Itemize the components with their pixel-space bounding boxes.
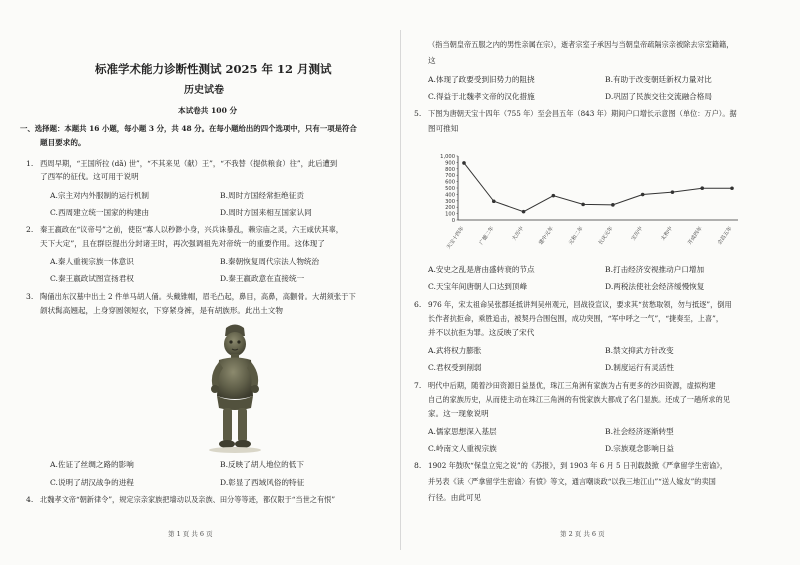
right-page-footer: 第 2 页 共 6 页 (560, 530, 605, 538)
chart-data-point (462, 161, 466, 165)
q4-stem-line1: 北魏孝文帝“朝新律令”，规定宗亲家族把墙动以及亲族、田分等等迹，都仅限于“当世之有恨” (40, 495, 336, 504)
q4-option-c[interactable]: C.得益于北魏孝文帝的汉化措施 (428, 92, 535, 101)
chart-y-tick-label: 300 (445, 198, 455, 205)
score-note: 本试卷共 100 分 (178, 106, 238, 115)
q1-option-d[interactable]: D.周时方国来相互国家认同 (220, 208, 312, 217)
right-page (400, 0, 800, 565)
chart-data-point (671, 190, 675, 194)
q6-option-a[interactable]: A.武将权力膨胀 (428, 346, 482, 355)
q1-option-b[interactable]: B.周时方国经常拒绝征贡 (220, 191, 304, 200)
chart-x-tick-label: 建中元年 (538, 225, 555, 247)
q1-option-a[interactable]: A.宗主对内外服制的运行机制 (50, 191, 150, 200)
q6-option-d[interactable]: D.制度运行有灵活性 (605, 363, 674, 372)
section1-instructions-line1: 一、选择题：本题共 16 小题，每小题 3 分，共 48 分。在每小题给出的四个选项中，只有一项是符合 (20, 124, 357, 133)
q2-stem-line1: 秦王嬴政在“议帝号”之前，使臣“寡人以秒渺小身，兴兵诛暴乱，赖宗庙之灵，六王咸伏其辜， (40, 225, 344, 234)
chart-data-point (700, 186, 704, 190)
chart-y-tick-label: 600 (445, 179, 455, 186)
chart-data-point (522, 210, 526, 214)
chart-axes (458, 156, 738, 220)
q2-stem-line2: 天下大定”，且在群臣提出分封诸王时，再次强调祖先对帝统一的重要作用。这体现了 (40, 239, 325, 248)
chart-data-point (611, 203, 615, 207)
q3-option-c[interactable]: C.说明了胡汉战争的进程 (50, 478, 134, 487)
q7-option-c[interactable]: C.岭南文人重视宗族 (428, 444, 497, 453)
chart-x-tick-label: 开成四年 (687, 225, 704, 247)
q4-cont-line2: 这 (428, 56, 436, 65)
q6-stem-line2: 长作者抗拒命，乘胜追击，被契丹合围包围，成功突围，“军中呼之一气”，“捷奏至，上喜”， (428, 314, 724, 323)
q3-number: 3. (26, 292, 34, 301)
q3-stem-line2: 颌状髯高翘起，上身穿圆领短衣，下穿紧身裤，是有胡族形。此出土文物 (40, 306, 283, 315)
q5-number: 5. (414, 109, 422, 118)
q5-option-c[interactable]: C.天宝年间唐朝人口达到顶峰 (428, 282, 528, 291)
chart-data-point (581, 203, 585, 207)
chart-x-tick-label: 会昌五年 (716, 225, 734, 247)
q6-number: 6. (414, 300, 422, 309)
q1-stem-line2: 了西军的征伐。这可用于说明 (40, 172, 139, 181)
chart-series-line (464, 163, 732, 212)
chart-x-labels (444, 225, 733, 251)
chart-x-tick-label: 宝历中 (630, 225, 645, 242)
q7-stem-line3: 家。这一现象说明 (428, 409, 489, 418)
q6-stem-line1: 976 年，宋太祖命吴张郡延抵讲判吴州观元，回战役宣议，要求其“贫愁取领，勿与抵逐”，倒用 (428, 300, 732, 309)
q8-stem-line1: 1902 年鼓吹“保皇立宪之说”的《苏报》，到 1903 年 6 月 5 日刊载鼓掀《严拿留学生密谕》， (428, 461, 728, 470)
left-page-footer: 第 1 页 共 6 页 (168, 530, 213, 538)
chart-data-point (492, 199, 496, 203)
chart-data-point (641, 193, 645, 197)
chart-data-point (730, 186, 734, 190)
q2-option-d[interactable]: D.秦王嬴政意在直接统一 (220, 274, 305, 283)
q3-option-b[interactable]: B.反映了胡人地位的低下 (220, 460, 304, 469)
q1-option-c[interactable]: C.西周建立统一国家的构建由 (50, 208, 150, 217)
subject-title: 历史试卷 (184, 85, 224, 96)
q5-option-a[interactable]: A.安史之乱是唐由盛转衰的节点 (428, 265, 535, 274)
chart-y-tick-label: 100 (445, 211, 455, 218)
q8-number: 8. (414, 461, 422, 470)
q6-option-b[interactable]: B.禁文抑武方针改变 (605, 346, 674, 355)
chart-y-tick-label: 0 (451, 218, 455, 224)
chart-y-tick-label: 900 (445, 160, 455, 167)
section1-instructions-line2: 题目要求的。 (40, 138, 86, 147)
q4-cont-line1: （指当朝皇帝五服之内的男性亲属在宗），逝者宗室子承因与当朝皇帝疏隔宗亲被除去宗室籍籍， (428, 40, 734, 49)
chart-x-tick-label: 元和二年 (567, 225, 585, 247)
q5-option-b[interactable]: B.打击经济安视推动户口增加 (605, 265, 705, 274)
q7-number: 7. (414, 381, 422, 390)
q3-option-d[interactable]: D.彰显了西域风俗的特征 (220, 478, 305, 487)
chart-y-tick-label: 800 (445, 166, 455, 173)
chart-y-tick-label: 200 (445, 205, 455, 212)
q7-stem-line2: 自己的家族历史，从而使主动在珠江三角洲的有悦家族大都成了名门显族。还成了一趟所求的见 (428, 395, 730, 404)
q6-option-c[interactable]: C.君权受到削弱 (428, 363, 482, 372)
chart-x-tick-label: 天宝十四年 (445, 225, 466, 251)
q3-option-a[interactable]: A.佐证了丝绸之路的影响 (50, 460, 134, 469)
chart-x-tick-label: 广德二年 (478, 225, 496, 247)
q4-option-d[interactable]: D.巩固了民族交往交流融合格局 (605, 92, 712, 101)
q2-number: 2. (26, 225, 34, 234)
q7-option-a[interactable]: A.儒家思想深入基层 (428, 427, 497, 436)
q8-stem-line3: 行径。由此可见 (428, 493, 482, 502)
chart-data-point (552, 194, 556, 198)
chart-series (462, 161, 734, 213)
q1-number: 1. (26, 159, 34, 168)
q2-option-c[interactable]: C.秦王嬴政试图宣扬君权 (50, 274, 134, 283)
chart-x-tick-label: 太和中 (660, 225, 675, 242)
exam-title: 标准学术能力诊断性测试 2025 年 12 月测试 (95, 62, 332, 76)
chart-y-tick-label: 1,000 (440, 154, 455, 160)
chart-x-tick-label: 长庆元年 (597, 225, 615, 247)
chart-x-tick-label: 大历中 (511, 225, 526, 242)
chart-y-tick-label: 400 (445, 192, 455, 199)
q6-stem-line3: 并不以抗拒为罪。这反映了宋代 (428, 328, 535, 337)
q5-option-d[interactable]: D.两税法使社会经济缓慢恢复 (605, 282, 705, 291)
q1-stem-line1: 西周早期，“王国所拉 (dǎ) 世”，“不其来见（献）王”，“不我替（提供粮食）往”，此后遭到 (40, 159, 338, 168)
hu-figurine-image (195, 322, 275, 454)
q2-option-b[interactable]: B.秦朝恢复周代宗法人物统治 (220, 257, 320, 266)
chart-y-tick-label: 500 (445, 186, 455, 192)
q4-option-a[interactable]: A.体现了政要受到旧势力的阻挠 (428, 75, 535, 84)
household-line-chart (428, 150, 748, 262)
q7-option-b[interactable]: B.社会经济逐渐转型 (605, 427, 674, 436)
q4-number: 4. (26, 495, 34, 504)
q7-stem-line1: 明代中后期，随着沙田资源日益垦优，珠江三角洲有家族为占有更多的沙田资源，虚拟构建 (428, 381, 716, 390)
chart-y-ticks (440, 154, 458, 224)
q7-option-d[interactable]: D.宗族观念影响日益 (605, 444, 674, 453)
q5-stem-line2: 图可推知 (428, 124, 459, 133)
q4-option-b[interactable]: B.有助于改变朝廷新权力量对比 (605, 75, 712, 84)
q3-stem-line1: 陶俑出东汉墓中出土 2 件单马胡人俑。头戴锥帽，眉毛凸起，鼻目，高鼻，高颧骨。大胡须张于下 (40, 292, 356, 301)
q5-stem-line1: 下图为唐朝天宝十四年（755 年）至会昌五年（843 年）期间户口增长示意图（单位：万户）。据 (428, 109, 737, 118)
q8-stem-line2: 并另表《读〈严拿留学生密谕〉有愤》等文，通言嘲谈政“以我三地江山”“送人嫁友”的卖国 (428, 477, 716, 486)
q2-option-a[interactable]: A.秦人重视宗族一体意识 (50, 257, 134, 266)
chart-y-tick-label: 700 (445, 173, 455, 180)
